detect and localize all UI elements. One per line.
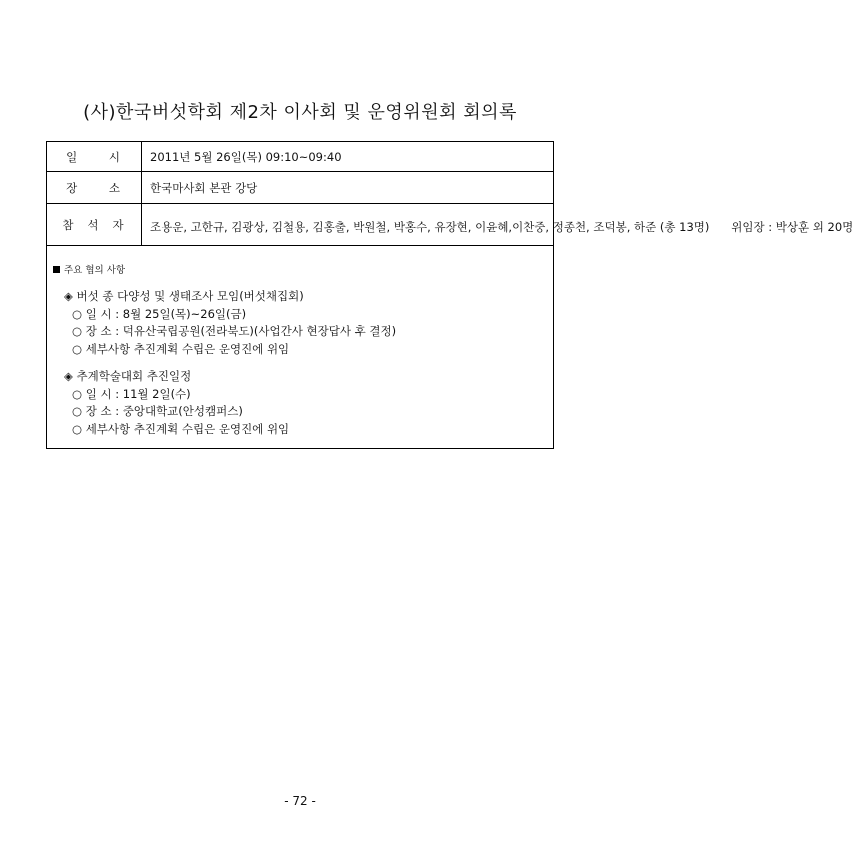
agenda-block-1: [64, 288, 396, 358]
attendees-label: 참석자: [47, 204, 142, 245]
agenda-block-2: [64, 368, 289, 438]
agenda-title: ◈ 추계학술대회 추진일정: [64, 369, 192, 383]
agenda-item: ○ 일 시 : 11월 2일(수): [72, 386, 191, 401]
place-value: 한국마사회 본관 강당: [150, 180, 258, 195]
document-title: (사)한국버섯학회 제2차 이사회 및 운영위원회 회의록: [83, 102, 517, 123]
attendees-line: 조용운, 고한규, 김광상, 김철용, 김홍출, 박원철, 박홍수, 유장현, 이윤혜,: [150, 219, 513, 234]
page-number: - 72 -: [284, 794, 316, 808]
attendees-line: 이찬중, 정종천, 조덕봉, 하준 (총 13명) 위임장 : 박상훈 외 20명: [512, 219, 853, 234]
agenda-item: ○ 일 시 : 8월 25일(목)~26일(금): [72, 306, 247, 321]
date-row: [47, 142, 553, 172]
agenda-item: ○ 장 소 : 중앙대학교(안성캠퍼스): [72, 404, 243, 418]
square-bullet-icon: [53, 266, 60, 273]
attendees-value: [150, 204, 853, 245]
place-label: 장 소: [47, 172, 142, 203]
section-heading: [53, 262, 125, 276]
date-label: 일 시: [47, 142, 142, 171]
agenda-item: ○ 세부사항 추진계획 수립은 운영진에 위임: [72, 341, 290, 356]
date-value: 2011년 5월 26일(목) 09:10~09:40: [150, 149, 342, 164]
place-row: [47, 172, 553, 204]
section-heading-text: 주요 협의 사항: [64, 265, 126, 276]
agenda-title: ◈ 버섯 종 다양성 및 생태조사 모임(버섯채집회): [64, 289, 304, 303]
attendees-row: [47, 204, 853, 246]
agenda-item: ○ 장 소 : 덕유산국립공원(전라북도)(사업간사 현장답사 후 결정): [72, 324, 397, 338]
agenda-item: ○ 세부사항 추진계획 수립은 운영진에 위임: [72, 421, 290, 436]
